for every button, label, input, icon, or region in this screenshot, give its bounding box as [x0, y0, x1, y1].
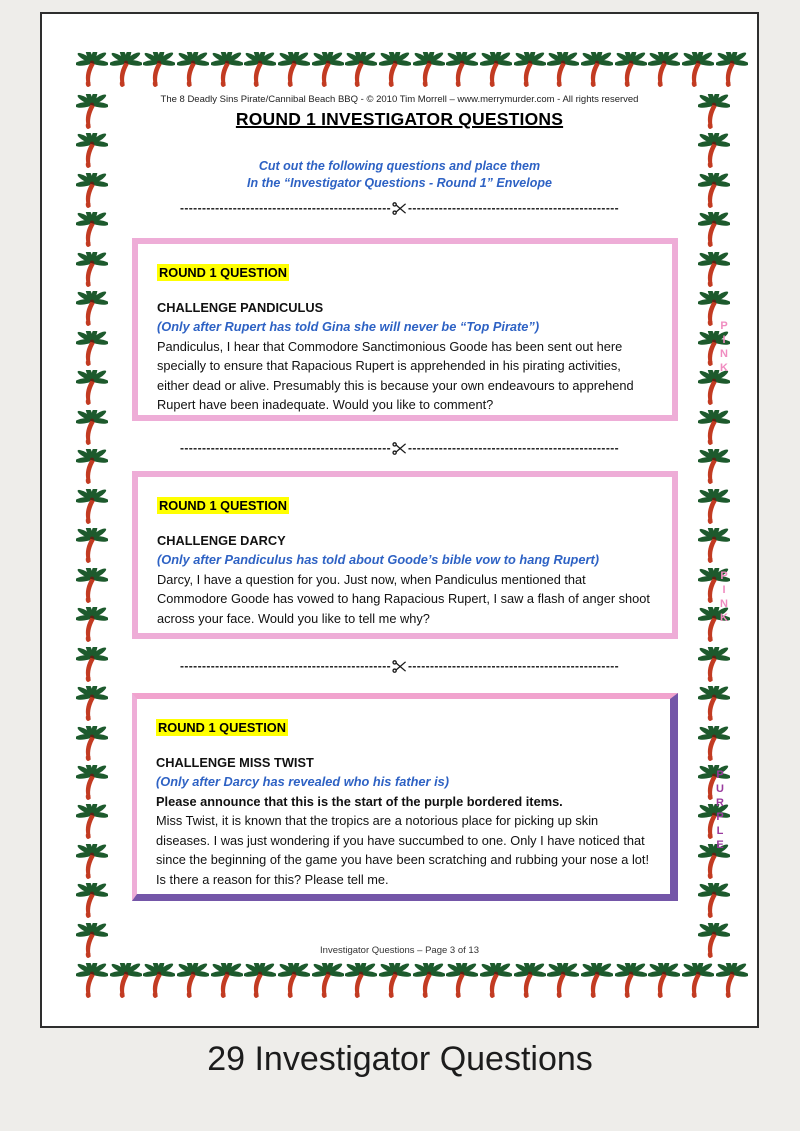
- cut-dashes-right: ------------------------------------------------: [408, 441, 620, 455]
- side-label-purple: PURPLE: [714, 769, 726, 853]
- round-label: ROUND 1 QUESTION: [159, 498, 287, 513]
- cut-dashes-left: ------------------------------------------------: [179, 659, 391, 673]
- instructions-line-2: In the “Investigator Questions - Round 1” Envelope: [247, 176, 552, 190]
- palm-border-top: [76, 52, 748, 90]
- palm-tree-icon: [581, 963, 613, 1000]
- palm-tree-icon: [698, 252, 730, 289]
- scissors-icon: [392, 441, 407, 456]
- question-body: Pandiculus, I hear that Commodore Sanctimonious Goode has been sent out here specially to ensure that Rapacious Rupert is apprehended in his pirating activities, either dead or alive. Presumably this is because your own endeavours to apprehend Rupert have been inadequate. Would you like to comment?: [157, 338, 634, 412]
- palm-tree-icon: [648, 963, 680, 1000]
- palm-tree-icon: [76, 804, 108, 841]
- announce-line: Please announce that this is the start of the purple bordered items.: [156, 793, 563, 809]
- palm-tree-icon: [76, 52, 108, 89]
- palm-tree-icon: [244, 963, 276, 1000]
- palm-tree-icon: [76, 726, 108, 763]
- image-caption: 29 Investigator Questions: [207, 1040, 593, 1078]
- palm-tree-icon: [615, 963, 647, 1000]
- palm-tree-icon: [514, 52, 546, 89]
- question-body: Miss Twist, it is known that the tropics are a notorious place for picking up skin diseases. I was just wondering if you have succumbed to one. Only I have noticed that since the beginning of the game you have been scratching and rubbing your nose a lot! Is there a reason for this? Please tell me.: [156, 813, 650, 887]
- cut-line: [42, 658, 757, 674]
- copyright-line: The 8 Deadly Sins Pirate/Cannibal Beach BBQ - © 2010 Tim Morrell – www.merrymurder.com - All rights reserved: [160, 94, 639, 105]
- palm-tree-icon: [581, 52, 613, 89]
- cut-dashes-right: ------------------------------------------------: [408, 659, 620, 673]
- palm-tree-icon: [110, 52, 142, 89]
- palm-tree-icon: [682, 52, 714, 89]
- palm-tree-icon: [379, 963, 411, 1000]
- palm-tree-icon: [143, 963, 175, 1000]
- document-page: [40, 12, 759, 1028]
- palm-tree-icon: [698, 726, 730, 763]
- palm-border-bottom: [76, 963, 748, 1001]
- palm-tree-icon: [76, 963, 108, 1000]
- question-box-miss-twist: [132, 693, 678, 901]
- palm-tree-icon: [698, 528, 730, 565]
- palm-tree-icon: [76, 528, 108, 565]
- question-box-darcy: [132, 471, 678, 639]
- palm-tree-icon: [547, 963, 579, 1000]
- palm-tree-icon: [76, 489, 108, 526]
- question-box-pandiculus: [132, 238, 678, 421]
- side-label-pink-1: PINK: [718, 320, 730, 376]
- palm-tree-icon: [76, 252, 108, 289]
- palm-tree-icon: [76, 686, 108, 723]
- palm-tree-icon: [345, 963, 377, 1000]
- palm-tree-icon: [110, 963, 142, 1000]
- palm-tree-icon: [413, 963, 445, 1000]
- palm-tree-icon: [480, 52, 512, 89]
- cut-dashes-left: ------------------------------------------------: [179, 441, 391, 455]
- instructions-line-1: Cut out the following questions and place them: [258, 159, 541, 173]
- cut-dashes-right: ------------------------------------------------: [408, 201, 620, 215]
- palm-tree-icon: [278, 963, 310, 1000]
- palm-tree-icon: [76, 568, 108, 605]
- palm-tree-icon: [76, 883, 108, 920]
- challenge-heading: CHALLENGE MISS TWIST: [156, 754, 314, 770]
- palm-tree-icon: [76, 331, 108, 368]
- palm-tree-icon: [615, 52, 647, 89]
- challenge-heading: CHALLENGE DARCY: [157, 532, 286, 548]
- challenge-heading: CHALLENGE PANDICULUS: [157, 299, 324, 315]
- question-body: Darcy, I have a question for you. Just now, when Pandiculus mentioned that Commodore Goode has vowed to hang Rapacious Rupert, I saw a flash of anger shoot across your face. Would you like to tell me why?: [157, 571, 650, 626]
- cut-dashes-left: ------------------------------------------------: [179, 201, 391, 215]
- palm-tree-icon: [76, 607, 108, 644]
- palm-tree-icon: [698, 686, 730, 723]
- scissors-icon: [392, 659, 407, 674]
- condition-line: (Only after Rupert has told Gina she will never be “Top Pirate”): [157, 319, 540, 334]
- palm-tree-icon: [76, 844, 108, 881]
- palm-tree-icon: [480, 963, 512, 1000]
- palm-tree-icon: [682, 963, 714, 1000]
- palm-tree-icon: [547, 52, 579, 89]
- palm-tree-icon: [177, 963, 209, 1000]
- palm-tree-icon: [413, 52, 445, 89]
- palm-tree-icon: [278, 52, 310, 89]
- palm-tree-icon: [76, 370, 108, 407]
- palm-tree-icon: [446, 52, 478, 89]
- condition-line: (Only after Pandiculus has told about Goode’s bible vow to hang Rupert): [157, 552, 599, 567]
- palm-tree-icon: [211, 52, 243, 89]
- page-title-text: ROUND 1 INVESTIGATOR QUESTIONS: [235, 109, 564, 129]
- palm-tree-icon: [177, 52, 209, 89]
- palm-tree-icon: [698, 489, 730, 526]
- palm-tree-icon: [143, 52, 175, 89]
- palm-tree-icon: [244, 52, 276, 89]
- page-footer: Investigator Questions – Page 3 of 13: [320, 945, 479, 956]
- palm-tree-icon: [648, 52, 680, 89]
- palm-tree-icon: [716, 52, 748, 89]
- side-label-pink-2: PINK: [718, 570, 730, 626]
- page-title: [42, 109, 757, 130]
- palm-tree-icon: [345, 52, 377, 89]
- palm-tree-icon: [698, 883, 730, 920]
- palm-border-left: [76, 94, 110, 960]
- palm-tree-icon: [76, 212, 108, 249]
- cut-line: [42, 200, 757, 216]
- instructions: [42, 158, 757, 192]
- palm-tree-icon: [716, 963, 748, 1000]
- palm-tree-icon: [211, 963, 243, 1000]
- condition-line: (Only after Darcy has revealed who his father is): [156, 774, 450, 789]
- palm-tree-icon: [379, 52, 411, 89]
- round-label: ROUND 1 QUESTION: [159, 265, 287, 280]
- palm-tree-icon: [446, 963, 478, 1000]
- palm-tree-icon: [76, 291, 108, 328]
- palm-tree-icon: [312, 963, 344, 1000]
- round-label: ROUND 1 QUESTION: [158, 720, 286, 735]
- cut-line: [42, 440, 757, 456]
- scissors-icon: [392, 201, 407, 216]
- palm-tree-icon: [514, 963, 546, 1000]
- palm-tree-icon: [76, 765, 108, 802]
- palm-tree-icon: [312, 52, 344, 89]
- palm-tree-icon: [698, 212, 730, 249]
